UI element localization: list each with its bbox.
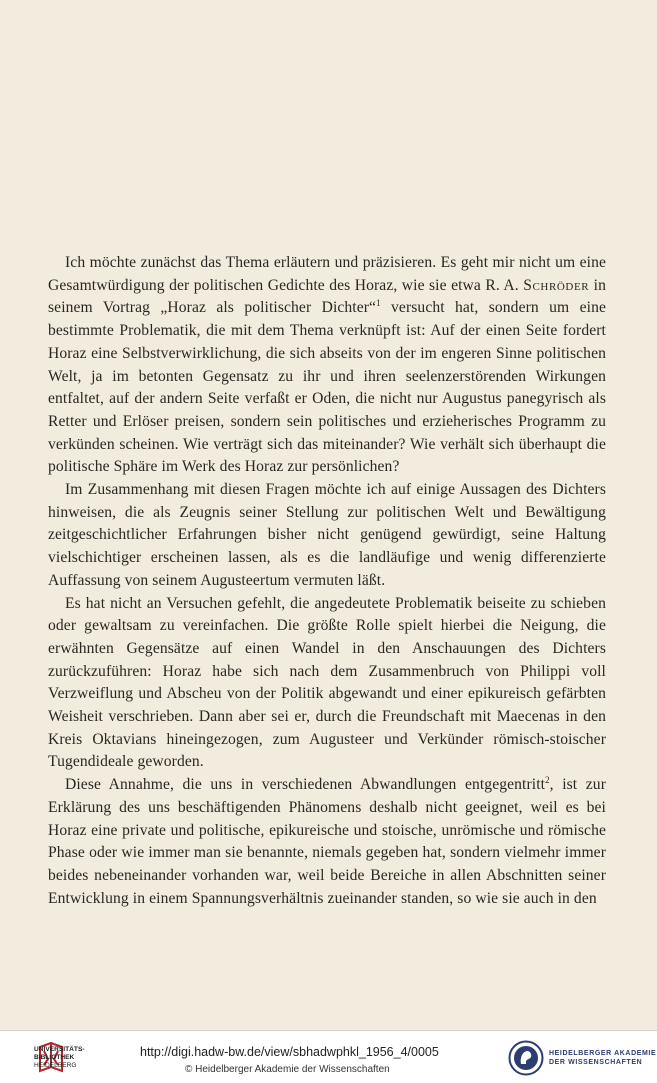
footnote-marker-2[interactable]: 2 <box>545 775 550 786</box>
paragraph-1 <box>48 252 606 479</box>
library-name-line-2: BIBLIOTHEK <box>34 1054 75 1061</box>
paragraph-1-part-2: in seinem Vortrag „Horaz als politischer Dichter“ <box>48 276 606 317</box>
paragraph-4-part-2: , ist zur Erklärung des uns beschäftigenden Phänomens deshalb nicht geeignet, weil es bei Horaz eine private und politische, epikureische und stoische, unrömische und römische Phase oder wie immer man sie benannte, niemals gegeben hat, sondern vielmehr immer beides nebeneinander vorhanden war, weil beide Bereiche in allen Abschnitten seiner Entwicklung in einem Spannungsverhältnis zueinander standen, so wie sie auch in den <box>48 776 606 907</box>
academy-name-line-1: HEIDELBERGER AKADEMIE <box>549 1050 657 1057</box>
university-library-name <box>34 1046 85 1070</box>
permalink-url[interactable]: http://digi.hadw-bw.de/view/sbhadwphkl_1956_4/0005 <box>140 1045 439 1059</box>
academy-seal-icon[interactable] <box>508 1040 544 1076</box>
author-name-smallcaps: Schröder <box>523 276 590 294</box>
body-text <box>48 252 606 910</box>
copyright-notice: © Heidelberger Akademie der Wissenschaften <box>185 1064 390 1075</box>
footnote-marker-1[interactable]: 1 <box>376 298 381 309</box>
paragraph-4-part-1: Diese Annahme, die uns in verschiedenen Abwandlungen entgegentritt <box>65 776 546 794</box>
library-name-line-1: UNIVERSITÄTS- <box>34 1046 85 1053</box>
paragraph-1-part-1: Ich möchte zunächst das Thema erläutern und präzisieren. Es geht mir nicht um eine Gesamtwürdigung der politischen Gedichte des Horaz, wie sie etwa R. A. <box>48 254 606 294</box>
library-name-line-3: HEIDELBERG <box>34 1062 77 1069</box>
paragraph-4 <box>48 774 606 910</box>
viewer-footer <box>0 1030 657 1083</box>
paragraph-2: Im Zusammenhang mit diesen Fragen möchte ich auf einige Aussagen des Dichters hinweisen, die als Zeugnis seiner Stellung zur politischen Welt und Bewältigung zeitgeschichtlicher Erfahrungen bisher nicht genügend gewürdigt, seine Haltung vielschichtiger erscheinen lassen, als es die landläufige und wenig differenzierte Auffassung von seinem Augusteertum vermuten läßt. <box>48 481 606 589</box>
paragraph-1-part-3: versucht hat, sondern um eine bestimmte Problematik, die mit dem Thema verknüpft ist: Auf der einen Seite fordert Horaz eine Selbstverwirklichung, die sich abseits von der im engeren Sinne politischen Welt, ja im betonten Gegensatz zu ihr und ihren seelenzerstörenden Wirkungen entfaltet, auf der andern Seite verfaßt er Oden, die nicht nur Augustus panegyrisch als Retter und Erlöser preisen, sondern sein politisches und erzieherisches Programm zu verkünden scheinen. Wie verträgt sich das miteinander? Wie verhält sich überhaupt die politische Sphäre im Werk des Horaz zur persönlichen? <box>48 299 606 476</box>
academy-name <box>549 1049 656 1067</box>
academy-name-line-2: DER WISSENSCHAFTEN <box>549 1059 643 1066</box>
paragraph-3: Es hat nicht an Versuchen gefehlt, die angedeutete Problematik beiseite zu schieben oder gewaltsam zu vereinfachen. Die größte Rolle spielt hierbei die Neigung, die erwähnten Gegensätze auf einen Wandel in den Anschauungen des Dichters zurückzuführen: Horaz habe sich nach dem Zusammenbruch von Philippi voll Verzweiflung und Abscheu von der Politik abgewandt und einer epikureisch gefärbten Weisheit verschrieben. Dann aber sei er, durch die Freundschaft mit Maecenas in den Kreis Oktavians hineingezogen, zum Augusteer und Verkünder römisch-stoischer Tugendideale geworden. <box>48 594 606 771</box>
